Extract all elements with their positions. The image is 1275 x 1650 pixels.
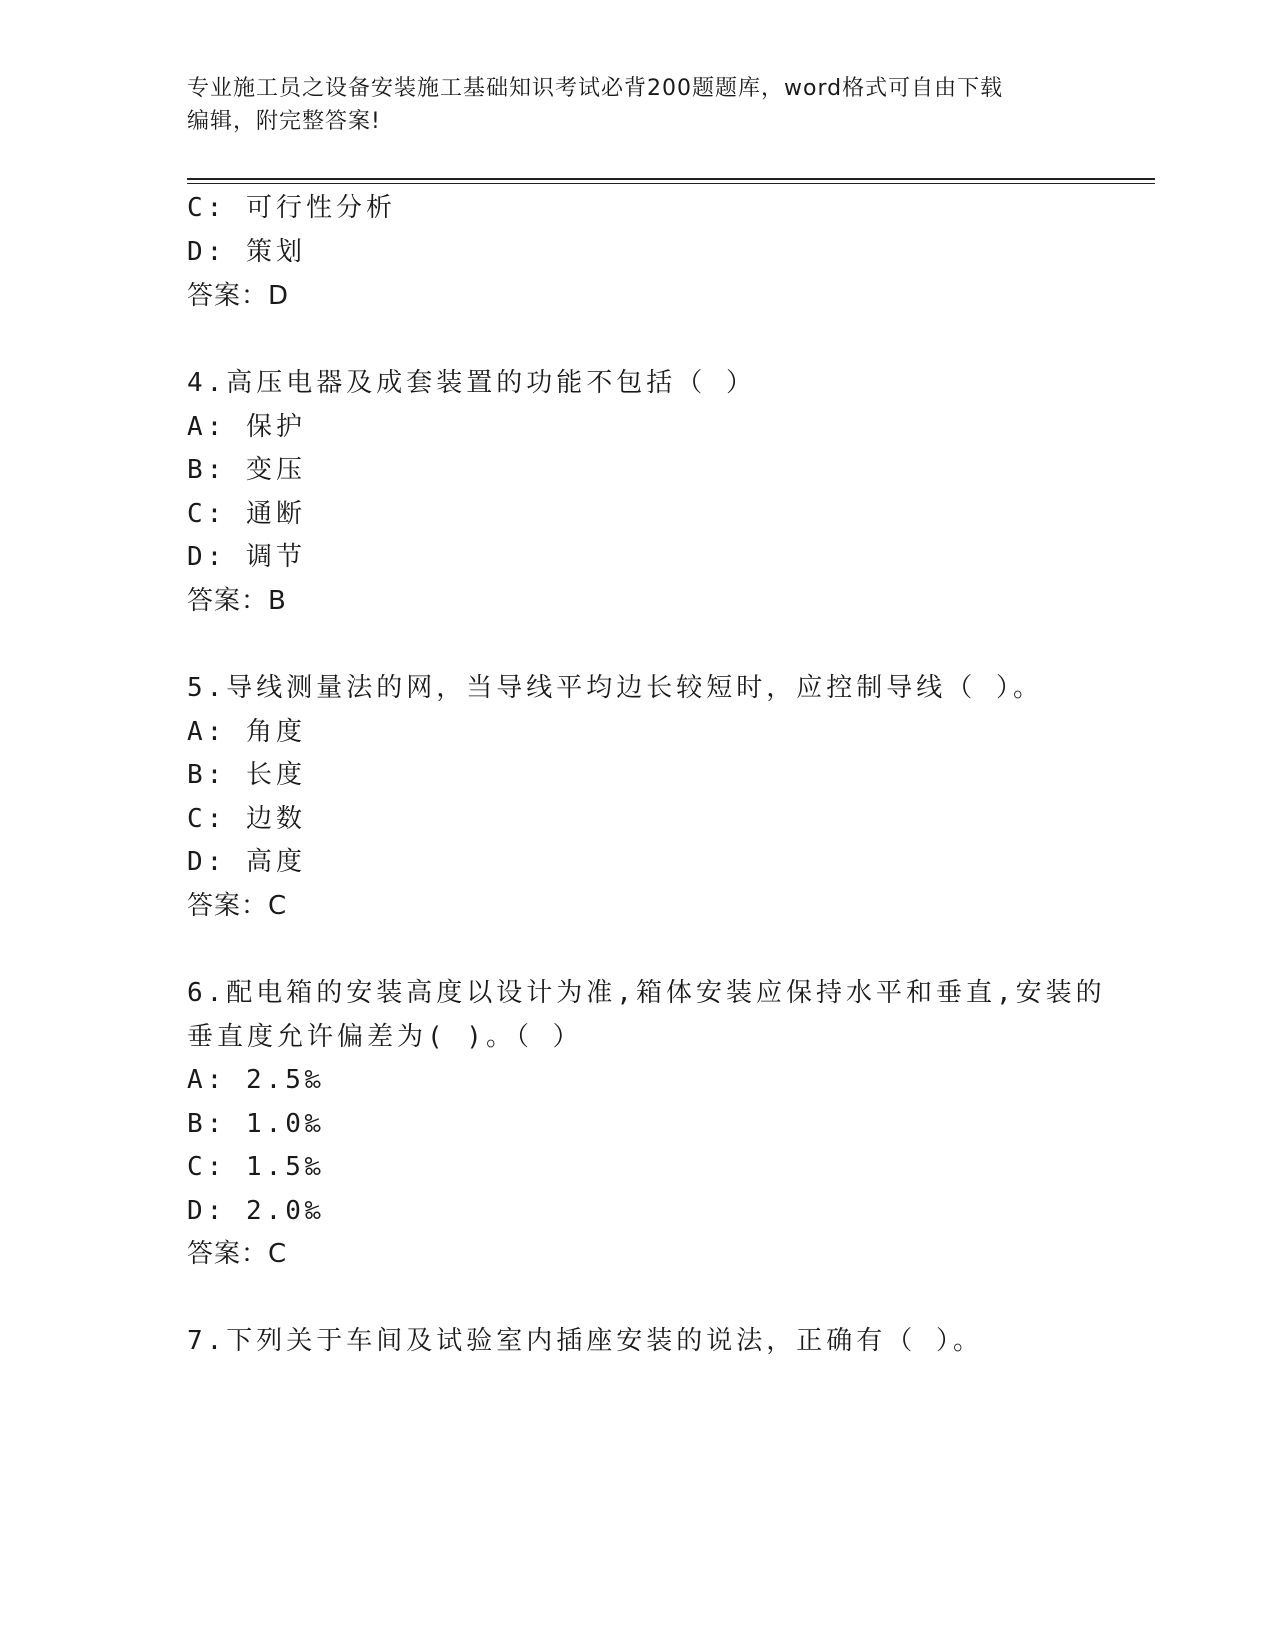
question-5-stem: 5.导线测量法的网，当导线平均边长较短时，应控制导线（ ）。 [187, 673, 1043, 703]
header-title-line2: 编辑，附完整答案! [187, 109, 381, 134]
question-5-option-a: A: 角度 [187, 717, 306, 747]
question-6-option-d: D: 2.0‰ [187, 1196, 325, 1226]
header-divider-thin [187, 183, 1155, 184]
question-5-option-d: D: 高度 [187, 847, 306, 877]
question-5-answer: 答案：C [187, 891, 288, 921]
question-4-stem: 4.高压电器及成套装置的功能不包括（ ） [187, 368, 756, 398]
question-5-option-b: B: 长度 [187, 760, 306, 790]
question-4-answer: 答案：B [187, 586, 287, 616]
question-6-option-a: A: 2.5‰ [187, 1065, 325, 1095]
question-4-option-a: A: 保护 [187, 412, 306, 442]
question-5-option-c: C: 边数 [187, 804, 306, 834]
question-6-stem-line1: 6.配电箱的安装高度以设计为准,箱体安装应保持水平和垂直,安装的 [187, 978, 1106, 1008]
option-c: C: 可行性分析 [187, 193, 396, 223]
question-4-option-d: D: 调节 [187, 542, 306, 572]
question-6-option-b: B: 1.0‰ [187, 1109, 325, 1139]
document-header [187, 72, 1077, 138]
question-7-stem: 7.下列关于车间及试验室内插座安装的说法，正确有（ ）。 [187, 1326, 983, 1356]
question-6-option-c: C: 1.5‰ [187, 1152, 325, 1182]
answer-text: 答案：D [187, 281, 290, 311]
question-6-stem-line2: 垂直度允许偏差为( )。（ ） [187, 1022, 583, 1052]
option-d: D: 策划 [187, 237, 306, 267]
header-divider-thick [187, 178, 1155, 180]
question-4-option-c: C: 通断 [187, 499, 306, 529]
header-title-line1: 专业施工员之设备安装施工基础知识考试必背200题题库，word格式可自由下载 [187, 76, 1004, 101]
question-4-option-b: B: 变压 [187, 455, 306, 485]
question-6-answer: 答案：C [187, 1239, 288, 1269]
